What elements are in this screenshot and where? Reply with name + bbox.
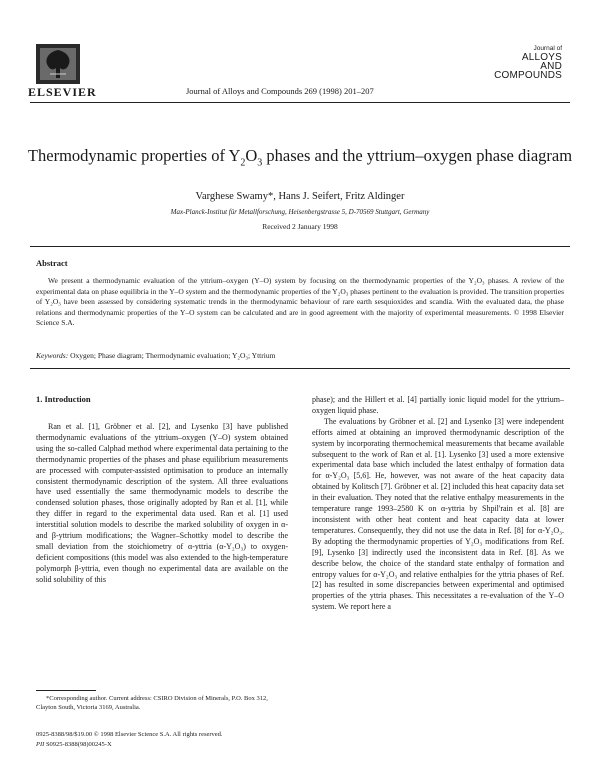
journal-logo xyxy=(472,44,562,80)
copyright-block xyxy=(36,730,223,750)
intro-paragraph-2: The evaluations by Gröbner et al. [2] and Lysenko [3] were independent efforts aimed at obtaining an improved thermodynamic description of the system by incorporating thermochemical measurements that became available subsequent to the work of Ran et al. [1]. Lysenko [3] used a more extensive experimental data base which included the latest enthalpy of formation data for α-Y₂O₃ [5,6]. He, however, was not aware of the heat capacity data obtained by Kolitsch [7]. Gröbner et al. [2] included this heat capacity data set in their evaluation. They noted that the relative enthalpy measurements in the temperature range 1993–2580 K on α-yttria by Shpil'rain et al. [8] are inconsistent with other heat content and heat capacity data at lower temperatures. Consequently, they did not use the data in Ref. [8] for α-Y₂O₃. By adopting the thermodynamic properties of Y₂O₃ modifications from Ref. [9], Lysenko [3] indirectly used the inconsistent data in Ref. [8]. As we describe below, the choice of the standard state enthalpy of formation and entropy values for α-Y₂O₃ and relative enthalpies for the yttria phases of Ref. [2] has resulted in some discrepancies between experimental and optimised properties of the yttria phases. This necessitates a re-evaluation of the Y–O system. We report here a xyxy=(312,416,564,612)
keywords-list: Oxygen; Phase diagram; Thermodynamic evaluation; Y₂O₃; Yttrium xyxy=(68,351,276,360)
journal-logo-line2: ALLOYS xyxy=(521,52,562,63)
copyright-line: 0925-8388/98/$19.00 © 1998 Elsevier Science S.A. All rights reserved. xyxy=(36,731,223,738)
article-title: Thermodynamic properties of $Y_2O_3$ phases and the yttrium–oxygen phase diagram xyxy=(27,146,573,169)
intro-paragraph-1: Ran et al. [1], Gröbner et al. [2], and Lysenko [3] have published thermodynamic evaluations of the yttrium–oxygen (Y–O) system obtained using the so-called Calphad method where experimental data pertaining to the thermodynamic properties of the phases and phase equilibrium measurements are processed with computer-assisted optimisation to produce an internally consistent thermodynamic description of the system. All three evaluations have used essentially the same thermodynamic models to describe the condensed solution phases, those originally adopted by Ran et al. [1], while they differ in regard to the experimental data used. Ran et al. [1] used interstitial solution models to describe the marked solubility of oxygen in α- and β-yttrium modifications; the Wagner–Schottky model to describe the small deviation from the stoichiometry of α-yttria (α-Y₂O₃) to oxygen-deficient compositions (this model was also extended to the high-temperature polymorph β-yttria, even though no experimental data are available on the solid solubility of this xyxy=(36,422,288,584)
pii-label: PII xyxy=(36,741,45,748)
keywords-label: Keywords: xyxy=(36,351,69,360)
abstract-top-rule xyxy=(30,246,570,247)
abstract-text: We present a thermodynamic evaluation of the yttrium–oxygen (Y–O) system by focusing on the thermodynamic properties of the Y₂O₃ phases. A review of the experimental data on phase equilibria in the Y–O system and the thermodynamic properties of the Y₂O₃ phases pertinent to the evaluation is provided. The transition properties of Y₂O₃ have been assessed by considering systematic trends in the thermodynamic behaviour of rare earth sesquioxides and scandia. With the evaluated data, the phase relations and thermodynamic properties of the Y–O system can be calculated and are in good agreement with the majority of experimental measurements. © 1998 Elsevier Science S.A. xyxy=(36,276,564,327)
authors: Varghese Swamy*, Hans J. Seifert, Fritz Aldinger xyxy=(195,191,405,202)
corresponding-author-footnote: *Corresponding author. Current address: CSIRO Division of Minerals, P.O. Box 312, Clayton South, Victoria 3169, Australia. xyxy=(36,695,268,711)
received-date: Received 2 January 1998 xyxy=(262,222,338,231)
right-column xyxy=(312,395,564,613)
publisher-name: ELSEVIER xyxy=(28,85,97,99)
intro-continuation: phase); and the Hillert et al. [4] partially ionic liquid model for the yttrium–oxygen liquid phase. xyxy=(312,395,564,415)
section-heading-introduction: 1. Introduction xyxy=(36,394,91,404)
affiliation: Max-Planck-Institut für Metallforschung, Heisenbergstrasse 5, D-70569 Stuttgart, Germany xyxy=(170,208,430,216)
journal-logo-line1: Journal of xyxy=(533,45,562,52)
keywords xyxy=(36,351,564,360)
footnote-rule xyxy=(36,690,96,691)
left-column xyxy=(36,422,288,586)
abstract-heading: Abstract xyxy=(36,258,68,268)
journal-logo-line3: AND COMPOUNDS xyxy=(494,61,562,81)
abstract-bottom-rule xyxy=(30,368,570,369)
journal-citation: Journal of Alloys and Compounds 269 (1998) 201–207 xyxy=(186,86,374,96)
pii-value: S0925-8388(98)00245-X xyxy=(44,741,112,748)
header-rule xyxy=(30,102,570,103)
elsevier-tree-logo-icon xyxy=(36,44,80,84)
pii-line xyxy=(36,740,223,750)
